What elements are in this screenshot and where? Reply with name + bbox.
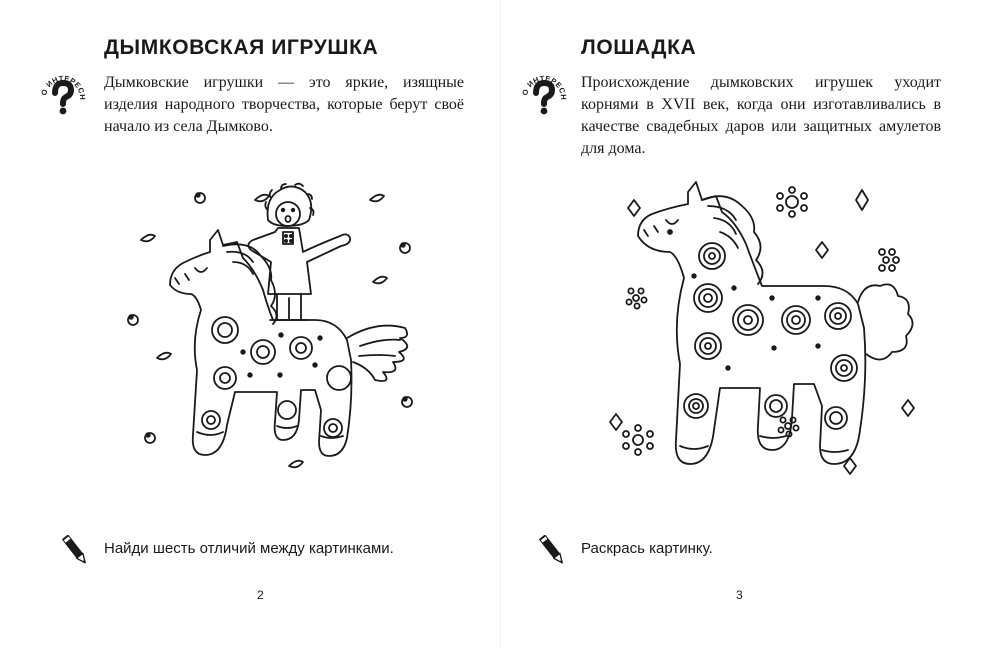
fact-badge bbox=[40, 68, 86, 116]
horse-illustration bbox=[596, 170, 926, 480]
horse-with-rider-illustration bbox=[115, 170, 435, 480]
question-mark-icon bbox=[521, 68, 567, 116]
decorations bbox=[610, 187, 914, 474]
fact-badge bbox=[521, 68, 567, 116]
badge-text: О ИНТЕРЕС bbox=[521, 73, 567, 97]
horse-body bbox=[170, 230, 407, 456]
page-number: 3 bbox=[736, 588, 743, 602]
page-number: 2 bbox=[257, 588, 264, 602]
rider-figure bbox=[248, 184, 350, 320]
right-page bbox=[501, 0, 1001, 648]
intro-text: Происхождение дымковских игрушек уходит корнями в XVII век, когда они изготавливались в качестве свадебных даров или защитных амулетов для дома. bbox=[581, 74, 941, 157]
horse-body bbox=[638, 182, 913, 464]
page-title: ДЫМКОВСКАЯ ИГРУШКА bbox=[104, 36, 379, 59]
page-title: ЛОШАДКА bbox=[581, 36, 697, 59]
left-page bbox=[0, 0, 500, 648]
task-text: Раскрась картинку. bbox=[581, 540, 713, 557]
badge-text: О ИНТЕРЕС bbox=[40, 73, 86, 97]
task-text: Найди шесть отличий между картинками. bbox=[104, 540, 394, 557]
pencil-icon bbox=[62, 535, 90, 567]
pencil-icon bbox=[539, 535, 567, 567]
intro-text: Дымковские игрушки — это яркие, изящные изделия народного творчества, которые берут своё начало из села Дымково. bbox=[104, 74, 464, 135]
question-mark-icon bbox=[40, 68, 86, 116]
